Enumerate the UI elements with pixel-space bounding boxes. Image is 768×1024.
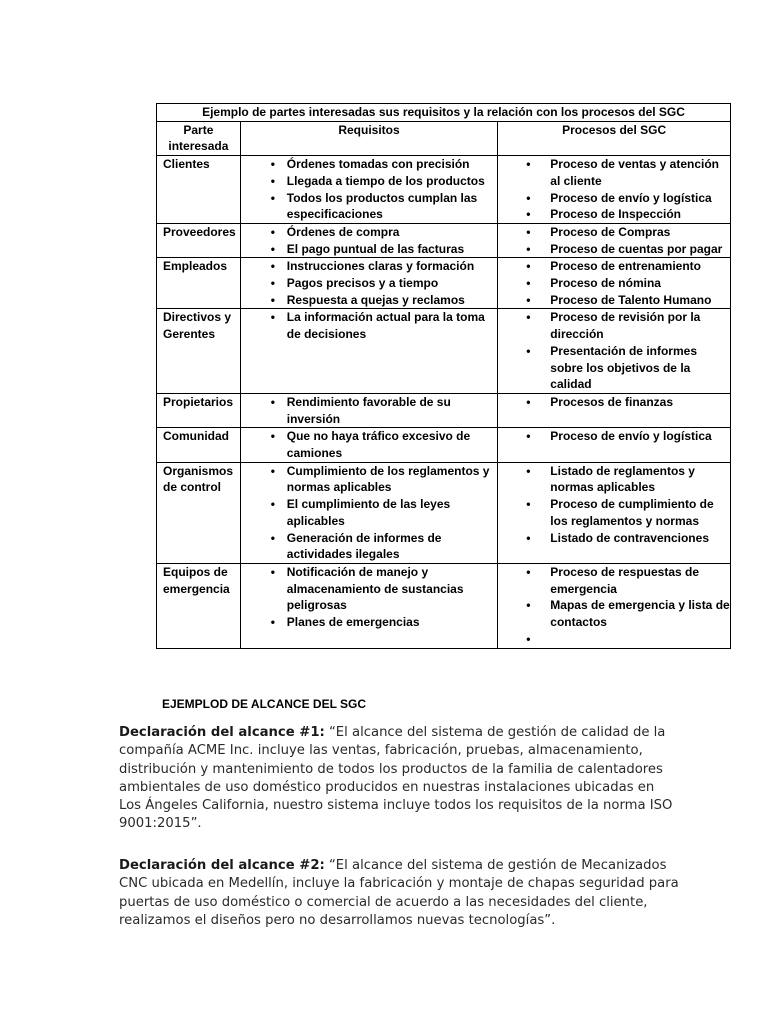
list-item: • Proceso de respuestas de emergencia — [504, 564, 730, 597]
requirements-list — [247, 394, 498, 427]
party-cell: Proveedores — [157, 223, 241, 257]
requirements-cell — [240, 393, 498, 427]
list-item: • Proceso de Inspección — [504, 206, 730, 223]
party-cell: Equipos de emergencia — [157, 563, 241, 648]
scope-1-label: Declaración del alcance #1: — [119, 725, 325, 740]
party-cell: Empleados — [157, 258, 241, 309]
scope-2-text: “El alcance del sistema de gestión de Mecanizados CNC ubicada en Medellín, incluye la fabricación y montaje de chapas seguridad para puertas de uso doméstico o comercial de acuerdo a las necesidades del cliente, realizamos el diseños pero no desarrollamos nuevas tecnologías”. — [119, 858, 679, 928]
list-item: • Proceso de Compras — [504, 224, 730, 241]
requirements-cell — [240, 309, 498, 394]
section-heading: EJEMPLOD DE ALCANCE DEL SGC — [162, 697, 367, 711]
processes-cell — [498, 462, 731, 563]
processes-list — [504, 224, 730, 257]
list-item: • Presentación de informes sobre los objetivos de la calidad — [504, 343, 730, 393]
list-item: • Proceso de nómina — [504, 275, 730, 292]
table-row — [157, 309, 731, 394]
list-item: • Listado de contravenciones — [504, 530, 730, 547]
list-item: • Proceso de ventas y atención al cliente — [504, 156, 730, 189]
processes-list — [504, 258, 730, 308]
list-item: • Proceso de cumplimiento de los reglamentos y normas — [504, 496, 730, 529]
list-item: • Notificación de manejo y almacenamiento de sustancias peligrosas — [247, 564, 498, 614]
header-party: Parte interesada — [157, 121, 241, 155]
requirements-list — [247, 309, 498, 342]
table-row — [157, 156, 731, 224]
processes-cell — [498, 156, 731, 224]
list-item: • Pagos precisos y a tiempo — [247, 275, 498, 292]
list-item: • Listado de reglamentos y normas aplicables — [504, 463, 730, 496]
stakeholders-table — [156, 103, 731, 649]
processes-list — [504, 309, 730, 393]
requirements-cell — [240, 428, 498, 462]
processes-cell — [498, 223, 731, 257]
header-requirements: Requisitos — [240, 121, 498, 155]
requirements-list — [247, 258, 498, 308]
processes-cell — [498, 258, 731, 309]
requirements-list — [247, 428, 498, 461]
requirements-cell — [240, 258, 498, 309]
requirements-cell — [240, 156, 498, 224]
processes-cell — [498, 563, 731, 648]
party-cell: Clientes — [157, 156, 241, 224]
list-item: • Proceso de cuentas por pagar — [504, 241, 730, 258]
party-cell: Directivos y Gerentes — [157, 309, 241, 394]
processes-list — [504, 564, 730, 648]
list-item: • Todos los productos cumplan las especificaciones — [247, 190, 498, 223]
requirements-list — [247, 564, 498, 631]
processes-cell — [498, 428, 731, 462]
list-item: • El cumplimiento de las leyes aplicables — [247, 496, 498, 529]
list-item: • Respuesta a quejas y reclamos — [247, 292, 498, 309]
list-item: • Mapas de emergencia y lista de contactos — [504, 597, 730, 630]
list-item: • Instrucciones claras y formación — [247, 258, 498, 275]
processes-list — [504, 394, 730, 411]
list-item: • Planes de emergencias — [247, 614, 498, 631]
list-item: • Que no haya tráfico excesivo de camiones — [247, 428, 498, 461]
processes-list — [504, 156, 730, 223]
party-cell: Comunidad — [157, 428, 241, 462]
table-body — [157, 156, 731, 649]
processes-cell — [498, 393, 731, 427]
list-item: • La información actual para la toma de decisiones — [247, 309, 498, 342]
list-item: • Llegada a tiempo de los productos — [247, 173, 498, 190]
processes-list — [504, 428, 730, 445]
list-item: • Procesos de finanzas — [504, 394, 730, 411]
scope-statement-1 — [119, 724, 679, 834]
table-title: Ejemplo de partes interesadas sus requisitos y la relación con los procesos del SGC — [157, 104, 731, 122]
requirements-cell — [240, 223, 498, 257]
scope-statement-2 — [119, 857, 679, 930]
party-cell: Organismos de control — [157, 462, 241, 563]
table-row — [157, 428, 731, 462]
list-item: • Proceso de revisión por la dirección — [504, 309, 730, 342]
table-row — [157, 223, 731, 257]
scope-2-label: Declaración del alcance #2: — [119, 858, 325, 873]
requirements-list — [247, 463, 498, 563]
list-item: • El pago puntual de las facturas — [247, 241, 498, 258]
list-item — [504, 631, 730, 648]
header-processes: Procesos del SGC — [498, 121, 731, 155]
list-item: • Proceso de Talento Humano — [504, 292, 730, 309]
table-row — [157, 258, 731, 309]
scope-1-text: “El alcance del sistema de gestión de calidad de la compañía ACME Inc. incluye las ventas, fabricación, pruebas, almacenamiento, distribución y mantenimiento de todos los productos de la familia de calentadores ambientales de uso doméstico producidos en nuestras instalaciones ubicadas en Los Ángeles California, nuestro sistema incluye todos los requisitos de la norma ISO 9001:2015”. — [119, 725, 673, 832]
list-item: • Órdenes tomadas con precisión — [247, 156, 498, 173]
list-item: • Proceso de entrenamiento — [504, 258, 730, 275]
list-item: • Cumplimiento de los reglamentos y normas aplicables — [247, 463, 498, 496]
list-item: • Generación de informes de actividades ilegales — [247, 530, 498, 563]
processes-list — [504, 463, 730, 547]
list-item: • Rendimiento favorable de su inversión — [247, 394, 498, 427]
requirements-cell — [240, 563, 498, 648]
list-item: • Órdenes de compra — [247, 224, 498, 241]
table-row — [157, 393, 731, 427]
party-cell: Propietarios — [157, 393, 241, 427]
requirements-list — [247, 224, 498, 257]
table-row — [157, 462, 731, 563]
table-row — [157, 563, 731, 648]
list-item: • Proceso de envío y logística — [504, 190, 730, 207]
list-item: • Proceso de envío y logística — [504, 428, 730, 445]
requirements-cell — [240, 462, 498, 563]
requirements-list — [247, 156, 498, 223]
processes-cell — [498, 309, 731, 394]
